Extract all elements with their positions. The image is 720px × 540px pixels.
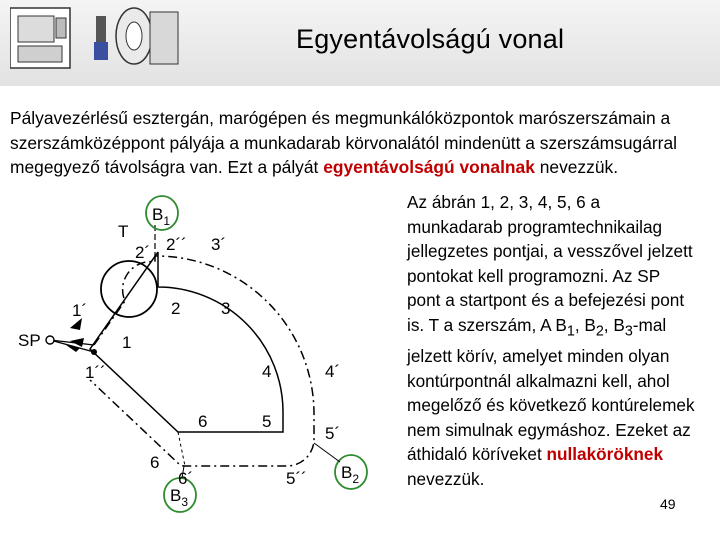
- label-p4: 4: [262, 362, 272, 381]
- side-highlight: nullaköröknek: [546, 444, 664, 465]
- label-p1b: 1´´: [85, 363, 106, 382]
- side-text-1: Az ábrán 1, 2, 3, 4, 5, 6 a munkadarab programtechnikailag jellegzetes pontjai, a vesszővel jelzett pontokat kell programozni. Az SP pont a startpont és a befejezési pont is. T a szerszám, A B: [407, 192, 693, 335]
- label-p6a: 6´: [178, 469, 194, 488]
- workpiece-contour: [90, 252, 283, 432]
- label-p6: 6: [198, 412, 208, 431]
- label-p2: 2: [171, 299, 181, 318]
- label-p1a: 1´: [72, 301, 88, 320]
- offset-path: [90, 256, 314, 466]
- label-p3a: 3´: [211, 235, 227, 254]
- tool-circle: [101, 261, 157, 317]
- intro-end: nevezzük.: [534, 157, 619, 177]
- side-text-3: nevezzük.: [407, 468, 485, 489]
- side-sub-3: 3: [624, 323, 633, 340]
- side-sub-2: 2: [595, 323, 604, 340]
- side-text-2: -mal jelzett körív, amelyet minden olyan kontúrpontnál alkalmazni kell, ahol megelőző és következő kontúrelemek nem simulnak egymáshoz. Ezeket az áthidaló köríveket: [407, 314, 695, 465]
- label-p5b: 5´´: [286, 469, 307, 488]
- side-sub-1: 1: [566, 323, 575, 340]
- side-paragraph: [407, 190, 697, 492]
- page-number: 49: [660, 496, 676, 512]
- label-p2b: 2´´: [166, 235, 187, 254]
- intro-text: Pályavezérlésű esztergán, marógépen és megmunkálóközpontok marószerszámain a szerszámközéppont pályája a munkadarab körvonalától mindenütt a szerszámsugárral megegyező távolságra van. Ezt a pályát: [10, 108, 677, 177]
- label-p5: 5: [262, 412, 272, 431]
- label-t: T: [118, 222, 129, 241]
- b2-leader: [314, 443, 340, 462]
- label-p3: 3: [221, 299, 231, 318]
- label-b1: $B_1$: [152, 205, 171, 228]
- label-p4a: 4´: [325, 362, 341, 381]
- label-p6-left: 6: [150, 453, 160, 472]
- label-b2: $B_2$: [341, 463, 360, 486]
- label-b3: $B_3$: [170, 486, 189, 509]
- label-sp: SP: [18, 331, 41, 350]
- slide-title: Egyentávolságú vonal: [296, 24, 565, 54]
- corner-guide: [178, 432, 185, 466]
- side-sep-1: , B: [574, 314, 596, 335]
- side-sep-2: , B: [603, 314, 625, 335]
- label-p5a: 5´: [325, 424, 341, 443]
- intro-paragraph: [10, 106, 690, 180]
- machine-tool-illustration: [10, 6, 180, 74]
- equidistant-path-diagram: [0, 190, 400, 520]
- label-p2a: 2´: [135, 243, 151, 262]
- sp-point: [46, 336, 54, 344]
- label-p1: 1: [122, 333, 132, 352]
- start-dot: [91, 349, 97, 355]
- intro-highlight: egyentávolságú vonalnak: [323, 157, 535, 177]
